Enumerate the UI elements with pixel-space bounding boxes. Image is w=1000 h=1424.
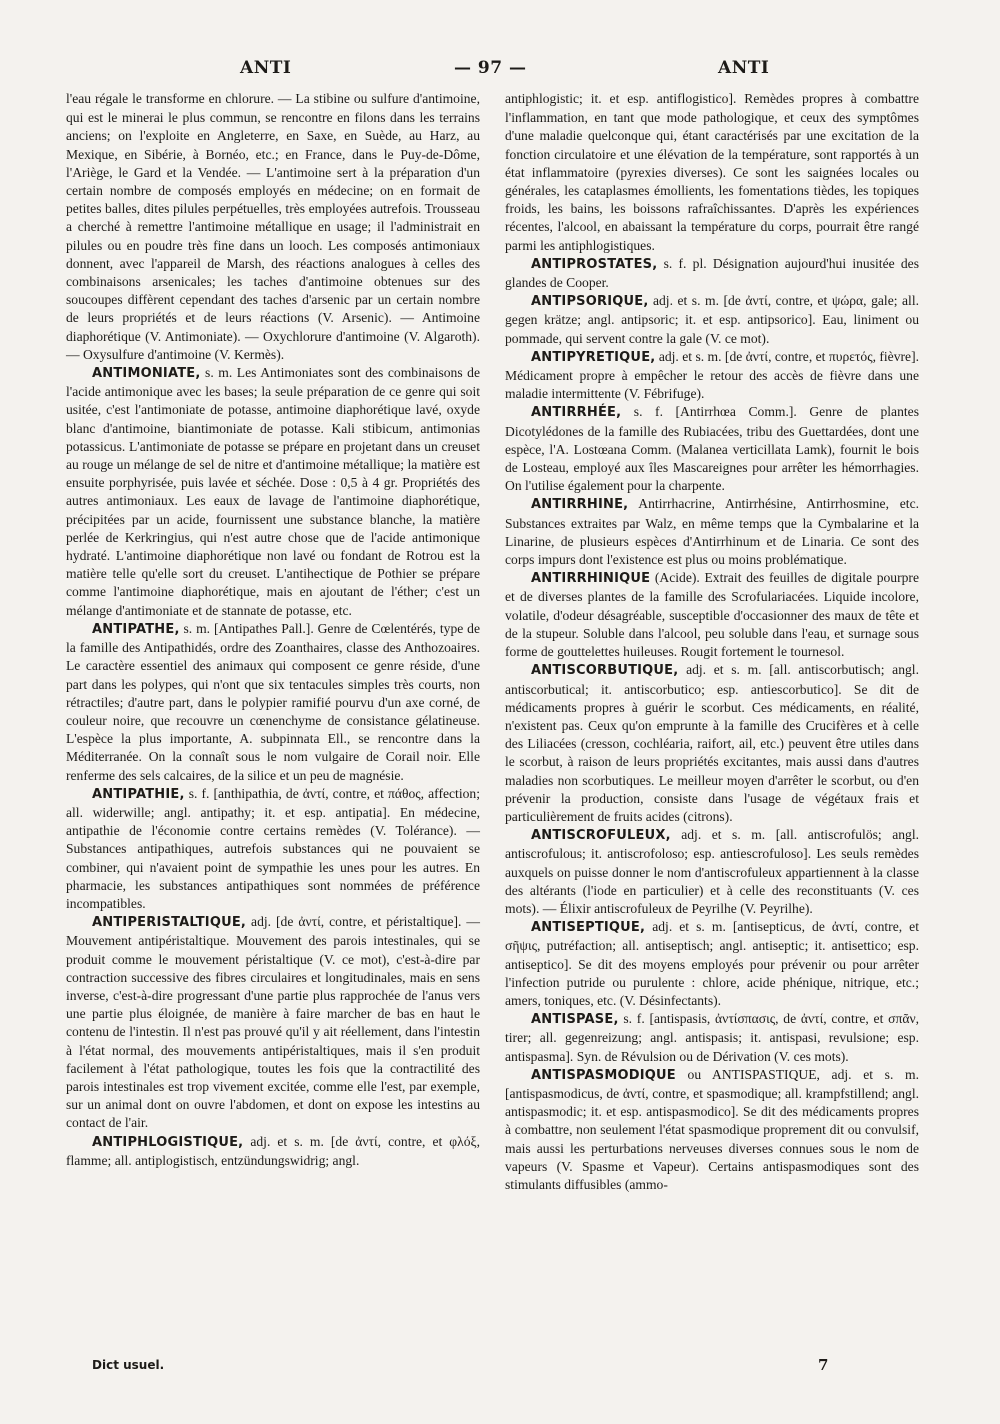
entry-text: adj. et s. m. [de ἀντί, contre, et πυρετός, fièvre]. Médicament propre à empêcher le retour des accès de fièvre dans une maladie intermittente (V. Fébrifuge). xyxy=(505,348,919,402)
dictionary-entry xyxy=(66,1133,480,1170)
entry-text: adj. et s. m. [antisepticus, de ἀντί, contre, et σῆψις, putréfaction; all. antiseptisch; angl. antiseptic; it. antisettico; esp. antiseptico]. Se dit des moyens employés pour prévenir ou pour arrêter l'infection putride ou purulente : chlore, acide phénique, nitrique, etc.; amers, toniques, etc. (V. Désinfectants). xyxy=(505,919,919,1008)
entry-headword: ANTIPROSTATES, xyxy=(531,256,658,272)
entry-headword: ANTIPHLOGISTIQUE, xyxy=(92,1134,244,1150)
entry-text: adj. et s. m. [all. antiscorbutisch; angl. antiscorbutical; it. antiscorbutico; esp. antiescorbutico]. Se dit de médicaments propres à guérir le scorbut. Ces médicaments, en réalité, n'existent pas. Ceux qu'on emprunte à la famille des Crucifères et à celle des Liliacées (cresson, cochléaria, raifort, ail, etc.) peuvent être utiles dans le scorbut, à raison de leurs propriétés excitantes, mais aussi dans d'autres maladies non scorbutiques. Le meilleur moyen d'arrêter le scorbut, ou d'en prévenir la production, consiste dans l'usage de végétaux frais et particulièrement de fruits acides (citrons). xyxy=(505,662,919,824)
dictionary-entry xyxy=(505,569,919,661)
entry-text: s. f. [antispasis, ἀντίσπασις, de ἀντί, contre, et σπᾶν, tirer; all. gegenreizung; angl. antispasis; it. antispasi, revulsione; esp. antispasma]. Syn. de Révulsion ou de Dérivation (V. ces mots). xyxy=(505,1011,919,1064)
signature-mark: Dict usuel. xyxy=(92,1358,165,1372)
entry-headword: ANTIPATHIE, xyxy=(92,786,185,802)
dictionary-entry xyxy=(505,1066,919,1194)
running-head-left: ANTI xyxy=(240,58,292,78)
entry-text: ou ANTISPASTIQUE, adj. et s. m. [antispasmodicus, de ἀντί, contre, et spasmodique; all. krampfstillend; angl. antispasmodic; it. et esp. antispasmodico]. Se dit des médicaments propres à combattre, non seulement l'état spasmodique proprement dit ou convulsif, mais aussi les perturbations nerveuses diverses connues sous le nom de vapeurs (V. Spasme et Vapeur). Certains antispasmodiques sont des stimulants diffusibles (ammo- xyxy=(505,1066,919,1192)
dictionary-entry xyxy=(66,90,480,364)
entry-headword: ANTIRRHINE, xyxy=(531,497,629,513)
entry-text: s. f. [anthipathia, de ἀντί, contre, et πάθος, affection; all. widerwille; angl. antipathy; it. et esp. antipatia]. En médecine, antipathie de l'économie contre certains remèdes (V. Tolérance). — Substances antipathiques, autrefois substances qui ne pouvaient se combiner, qui n'avaient point de sympathie les unes pour les autres. En pharmacie, les substances antipathiques sont nommées de préférence incompatibles. xyxy=(66,785,480,911)
entry-text: s. m. [Antipathes Pall.]. Genre de Cœlentérés, type de la famille des Antipathidés, ordre des Zoanthaires, classe des Anthozoaires. Le caractère essentiel des animaux qui composent ce genre réside, d'une part dans les polypes, qui n'ont que six tentacules simples très courts, non rétractiles; d'autre part, dans le polypier ramifié pourvu d'un axe corné, de couleur noire, que recouvre un cœnenchyme de consistance gélatineuse. L'espèce la plus importante, A. subpinnata Ell., se rencontre dans la Méditerranée. On la connaît sous le nom vulgaire de Corail noir. Elle renferme des sels calcaires, de la silice et un peu de magnésie. xyxy=(66,620,480,783)
entry-headword: ANTISEPTIQUE, xyxy=(531,920,646,936)
entry-text: adj. et s. m. [de ἀντί, contre, et φλόξ, flamme; all. antiplogistisch, entzündungswidrig; angl. xyxy=(66,1133,480,1168)
dictionary-entry xyxy=(505,348,919,404)
dictionary-entry xyxy=(66,913,480,1132)
dictionary-entry xyxy=(505,918,919,1010)
dictionary-entry xyxy=(505,495,919,569)
dictionary-entry xyxy=(505,292,919,348)
entry-headword: ANTIRRHÉE, xyxy=(531,405,622,421)
page-footer xyxy=(0,1356,1000,1380)
dictionary-entry xyxy=(505,826,919,918)
dictionary-entry xyxy=(505,403,919,495)
entry-headword: ANTISCORBUTIQUE, xyxy=(531,663,679,679)
entry-text: adj. et s. m. [de ἀντί, contre, et ψώρα, gale; all. gegen krätze; angl. antipsoric; it. et esp. antipsorico]. Eau, liniment ou pommade, qui servent contre la gale (V. ce mot). xyxy=(505,293,919,346)
left-column xyxy=(66,90,480,1170)
dictionary-entry xyxy=(66,785,480,913)
running-head-right: ANTI xyxy=(718,58,770,78)
sheet-number: 7 xyxy=(818,1356,829,1374)
entry-text: adj. et s. m. [all. antiscrofulös; angl. antiscrofulous; it. antiscrofoloso; esp. antiescrofuloso]. Les seuls remèdes auxquels on puisse donner le nom d'antiscrofuleux appartiennent à la classe des altérants (l'iode en particulier) et à celle des reconstituants (V. ces mots). — Élixir antiscrofuleux de Peyrilhe (V. Peyrilhe). xyxy=(505,827,919,916)
dictionary-entry xyxy=(66,620,480,785)
dictionary-entry xyxy=(505,661,919,826)
entry-headword: ANTIMONIATE, xyxy=(92,366,201,382)
dictionary-entry xyxy=(505,90,919,255)
entry-headword: ANTIPATHE, xyxy=(92,621,180,637)
entry-headword: ANTIPERISTALTIQUE, xyxy=(92,915,247,931)
entry-headword: ANTISCROFULEUX, xyxy=(531,828,671,844)
entry-headword: ANTIRRHINIQUE xyxy=(531,571,651,587)
dictionary-entry xyxy=(66,364,480,620)
entry-text: s. m. Les Antimoniates sont des combinaisons de l'acide antimonique avec les bases; la seule préparation de ce genre qui soit usitée, c'est l'antimoniate de potasse, antimoine diaphorétique lavé, oxyde blanc d'antimoine, biantimoniate de potasse. Kali stibicum, antimonias potassicus. L'antimoniate de potasse se prépare en projetant dans un creuset au rouge un mélange de sel de nitre et d'antimoine métallique; la matière est ensuite porphyrisée, puis lavée et séchée. Dose : 0,5 à 4 gr. Propriétés des autres antimoniaux. Les eaux de lavage de l'antimoine diaphorétique, précipitées par un acide, fournissent une substance blanche, la matière perlée de Kerkringius, qui n'est autre chose que de l'acide antimonique hydraté. L'antimoine diaphorétique non lavé ou fondant de Rotrou est la matière telle qu'elle sort du creuset. L'antihectique de Pothier se prépare comme l'antimoine diaphorétique, mais en ajoutant de l'éther; c'est un mélange d'antimoniate et de stannate de potasse, etc. xyxy=(66,365,480,618)
entry-text: s. f. [Antirrhœa Comm.]. Genre de plantes Dicotylédones de la famille des Rubiacées, tribu des Guettardées, dont une espèce, l'A. Lostœana Comm. (Malanea verticillata Lamk), fournit le bois de Losteau, employé aux îles Mascareignes pour arrêter les hémorrhagies. On l'utilise également pour la charpente. xyxy=(505,404,919,494)
entry-text: adj. [de ἀντί, contre, et péristaltique]. — Mouvement antipéristaltique. Mouvement des parois intestinales, qui se produit comme le mouvement péristaltique (V. ce mot), c'est-à-dire par contraction successive des fibres circulaires et longitudinales, mais en sens inverse, c'est-à-dire progressant d'une partie plus rapprochée de l'anus vers une partie plus éloignée, de manière à faire marcher de bas en haut le contenu de l'intestin. Il n'est pas prouvé qu'il y ait réellement, dans l'intestin à l'état normal, des mouvements antipéristaltiques, mais il s'en produit facilement à l'état pathologique, toutes les fois que la contractilité des parois intestinales est trop vivement excitée, comme elle l'est, par exemple, sur un animal dont on ouvre l'abdomen, et dont on expose les intestins au contact de l'air. xyxy=(66,914,480,1131)
dictionary-entry xyxy=(505,1010,919,1066)
page-header xyxy=(0,58,1000,86)
entry-headword: ANTIPYRETIQUE, xyxy=(531,349,656,365)
dictionary-entry xyxy=(505,255,919,292)
entry-headword: ANTISPASMODIQUE xyxy=(531,1067,676,1083)
entry-text: (Acide). Extrait des feuilles de digitale pourpre et de diverses plantes de la famille des Scrofulariacées. Liquide incolore, volatile, d'odeur désagréable, susceptible d'occasionner des maux de tête et de la stupeur. Soluble dans l'alcool, peu soluble dans l'eau, et surnage sous forme de gouttelettes huileuses. Rougit fortement le tournesol. xyxy=(505,570,919,660)
entry-headword: ANTIPSORIQUE, xyxy=(531,294,649,310)
entry-headword: ANTISPASE, xyxy=(531,1012,619,1028)
entry-text: l'eau régale le transforme en chlorure. — La stibine ou sulfure d'antimoine, qui est le minerai le plus commun, se rencontre en filons dans les terrains anciens; on l'exploite en Angleterre, en Saxe, en Suède, au Harz, au Mexique, en Sibérie, à Bornéo, etc.; en France, dans le Puy-de-Dôme, l'Ariège, le Gard et la Vendée. — L'antimoine sert à la préparation d'un certain nombre de composés employés en médecine; on en formait de petites balles, dites pilules perpétuelles, très employées autrefois. Trousseau a cherché à remettre l'antimoine métallique en usage; il l'administrait en pilules ou en poudre très fine dans un looch. Les composés antimoniaux donnent, avec l'appareil de Marsh, des réactions analogues à celles des combinaisons arsenicales; les taches d'antimoine obtenues sur des soucoupes diffèrent cependant des taches d'arsenic par un certain nombre de leurs propriétés et de leurs réactions (V. Arsenic). — Antimoine diaphorétique (V. Antimoniate). — Oxychlorure d'antimoine (V. Algaroth). — Oxysulfure d'antimoine (V. Kermès). xyxy=(66,91,480,362)
entry-text: antiphlogistic; it. et esp. antiflogistico]. Remèdes propres à combattre l'inflammation, en tant que mode pathologique, et ceux des symptômes d'une maladie quelconque qui, étant caractérisés par une excitation de la fonction circulatoire et une élévation de la température, sont rapportés à un état inflammatoire (pyrexies diverses). Ce sont les saignées locales ou générales, les cataplasmes émollients, les fomentations tièdes, les topiques froids, les bains, les boissons rafraîchissantes. D'après les expériences récentes, l'alcool, en abaissant la température du corps, pourrait être rangé parmi les antiphlogistiques. xyxy=(505,91,919,253)
right-column xyxy=(505,90,919,1194)
page-number: — 97 — xyxy=(454,58,527,78)
entry-text: s. f. pl. Désignation aujourd'hui inusitée des glandes de Cooper. xyxy=(505,255,919,291)
entry-text: Antirrhacrine, Antirrhésine, Antirrhosmine, etc. Substances extraites par Walz, en même temps que la Cymbalarine et la Linarine, de plusieurs espèces d'Antirrhinum et de Linaria. Ce sont des corps impurs dont l'existence est plus ou moins problématique. xyxy=(505,496,919,568)
